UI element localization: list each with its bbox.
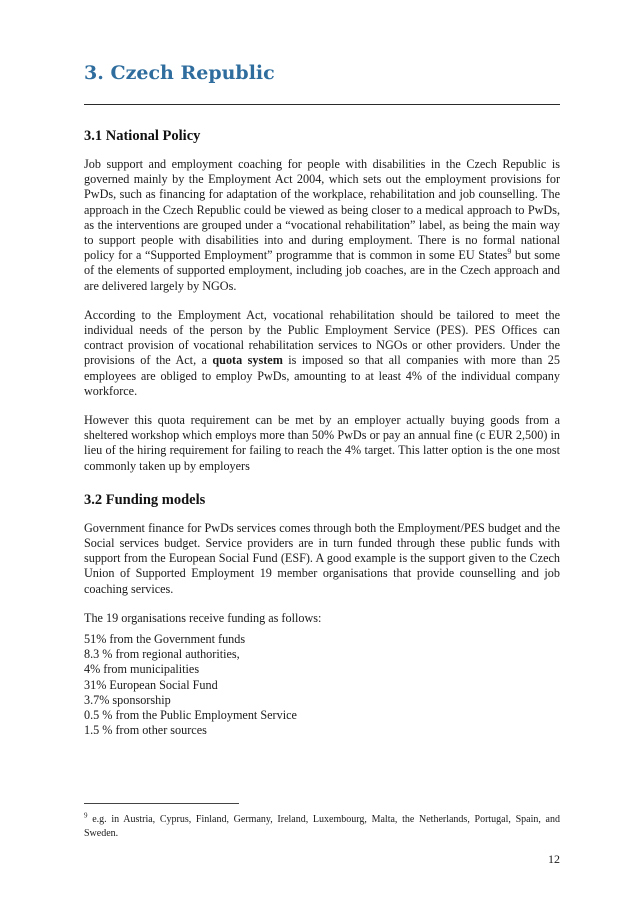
list-item: 31% European Social Fund [84,677,218,692]
list-item: 51% from the Government funds [84,632,246,647]
footnote-divider [84,803,239,804]
section-heading-funding-models: 3.2 Funding models [84,491,206,508]
list-item: 8.3 % from regional authorities, [84,647,240,662]
section-heading-national-policy: 3.1 National Policy [84,128,201,144]
list-item: 0.5 % from the Public Employment Service [84,708,297,723]
title-divider [84,104,560,105]
footnote [84,813,560,841]
paragraph-text: According to the Employment Act, vocational rehabilitation should be tailored to meet the individual needs of the person by the Public Employment Service (PES). PES Offices can contract provision of vocational rehabilitation services to NGOs or other providers. Under the provisions of the Act, a [84,307,560,368]
quota-system-term: quota system [212,353,283,368]
paragraph-text: is imposed so that all companies with more than 25 employees are obliged to employ PwDs, amounting to at least 4% of the individual company workforce. [84,353,560,398]
list-item: 1.5 % from other sources [84,723,207,738]
list-item: 3.7% sponsorship [84,692,171,707]
paragraph-national-policy-2 [84,308,560,399]
footnote-text: e.g. in Austria, Cyprus, Finland, Germany, Ireland, Luxembourg, Malta, the Netherlands, Portugal, Spain, and Sweden. [84,814,560,839]
paragraph-text: Job support and employment coaching for people with disabilities in the Czech Republic is governed mainly by the Employment Act 2004, which sets out the employment provisions for PwDs, such as financing for adaptation of the workplace, rehabilitation and job counselling. The approach in the Czech Republic could be viewed as being closer to a medical approach to PwDs, as the interventions are grouped under a “vocational rehabilitation” label, as being the main way to support people with disabilities into and during employment. There is no formal national policy for a “Supported Employment” programme that is common in some EU States [84,157,560,263]
paragraph-national-policy-1 [84,157,560,294]
main-content [84,128,560,739]
paragraph-funding-1: Government finance for PwDs services comes through both the Employment/PES budget and the Social services budget. Service providers are in turn funded through these public funds with support from the European Social Fund (ESF). A good example is the support given to the Czech Union of Supported Employment 19 member organisations that provide counselling and job coaching services. [84,520,560,596]
list-item: 4% from municipalities [84,662,200,677]
footnote-number: 9 [84,811,88,820]
page-number: 12 [548,852,560,866]
paragraph-text: but some of the elements of supported employment, including job coaches, are in the Czech approach and are delivered largely by NGOs. [84,248,560,293]
paragraph-national-policy-3: However this quota requirement can be met by an employer actually buying goods from a sheltered workshop which employs more than 50% PwDs or pay an annual fine (c EUR 2,500) in lieu of the hiring requirement for failing to reach the 4% target. This latter option is the one most commonly taken up by employers [84,413,560,473]
footnote-ref: 9 [507,247,512,257]
funding-list [84,632,560,738]
paragraph-funding-2: The 19 organisations receive funding as follows: [84,610,322,625]
page-title: 3. Czech Republic [84,62,275,84]
